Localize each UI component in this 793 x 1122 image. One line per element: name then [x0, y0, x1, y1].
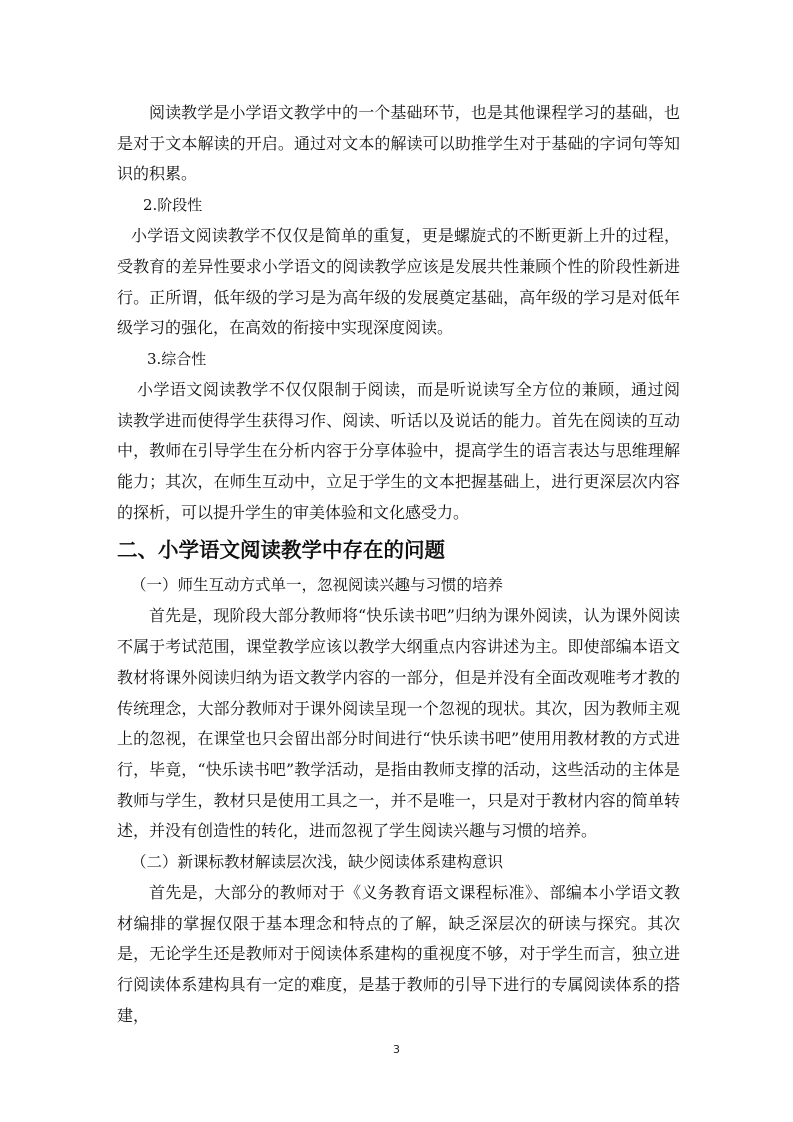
paragraph-subsection-1: 首先是，现阶段大部分教师将“快乐读书吧”归纳为课外阅读，认为课外阅读不属于考试范围，课堂教学应该以教学大纲重点内容讲述为主。即使部编本语文教材将课外阅读归纳为语文教学内容的一部分，但是并没有全面改观唯考才教的传统理念，大部分教师对于课外阅读呈现一个忽视的现状。其次，因为教师主观上的忽视，在课堂也只会留出部分时间进行“快乐读书吧”使用用教材教的方式进行，毕竟，“快乐读书吧”教学活动，是指由教师支撑的活动，这些活动的主体是教师与学生，教材只是使用工具之一，并不是唯一，只是对于教材内容的简单转述，并没有创造性的转化，进而忽视了学生阅读兴趣与习惯的培养。 [117, 606, 680, 841]
label-comprehensive-nature: 3.综合性 [147, 349, 207, 368]
paragraph-comprehensive-nature: 小学语文阅读教学不仅仅限制于阅读，而是听说读写全方位的兼顾，通过阅读教学进而使得学生获得习作、阅读、听话以及说话的能力。首先在阅读的互动中，教师在引导学生在分析内容于分享体验中，提高学生的语言表达与思维理解能力；其次，在师生互动中，立足于学生的文本把握基础上，进行更深层次内容的探析，可以提升学生的审美体验和文化感受力。 [117, 379, 680, 522]
page-number: 3 [393, 1043, 400, 1056]
section-heading-problems: 二、小学语文阅读教学中存在的问题 [117, 538, 445, 563]
subsection-title-1: （一）师生互动方式单一，忽视阅读兴趣与习惯的培养 [131, 576, 504, 595]
paragraph-stage-nature: 小学语文阅读教学不仅仅是简单的重复，更是螺旋式的不断更新上升的过程，受教育的差异性要求小学语文的阅读教学应该是发展共性兼顾个性的阶段性新进行。正所谓，低年级的学习是为高年级的发展奠定基础，高年级的学习是对低年级学习的强化，在高效的衔接中实现深度阅读。 [117, 226, 680, 338]
paragraph-subsection-2: 首先是，大部分的教师对于《义务教育语文课程标准》、部编本小学语文教材编排的掌握仅限于基本理念和特点的了解，缺乏深层次的研读与探究。其次是，无论学生还是教师对于阅读体系建构的重视度不够，对于学生而言，独立进行阅读体系建构具有一定的难度，是基于教师的引导下进行的专属阅读体系的搭建， [117, 883, 680, 1025]
label-stage-nature: 2.阶段性 [143, 196, 203, 215]
page-content [117, 98, 680, 1032]
paragraph-reading-basis: 阅读教学是小学语文教学中的一个基础环节，也是其他课程学习的基础，也是对于文本解读的开启。通过对文本的解读可以助推学生对于基础的字词句等知识的积累。 [117, 103, 680, 184]
subsection-title-2: （二）新课标教材解读层次浅，缺少阅读体系建构意识 [131, 853, 504, 872]
